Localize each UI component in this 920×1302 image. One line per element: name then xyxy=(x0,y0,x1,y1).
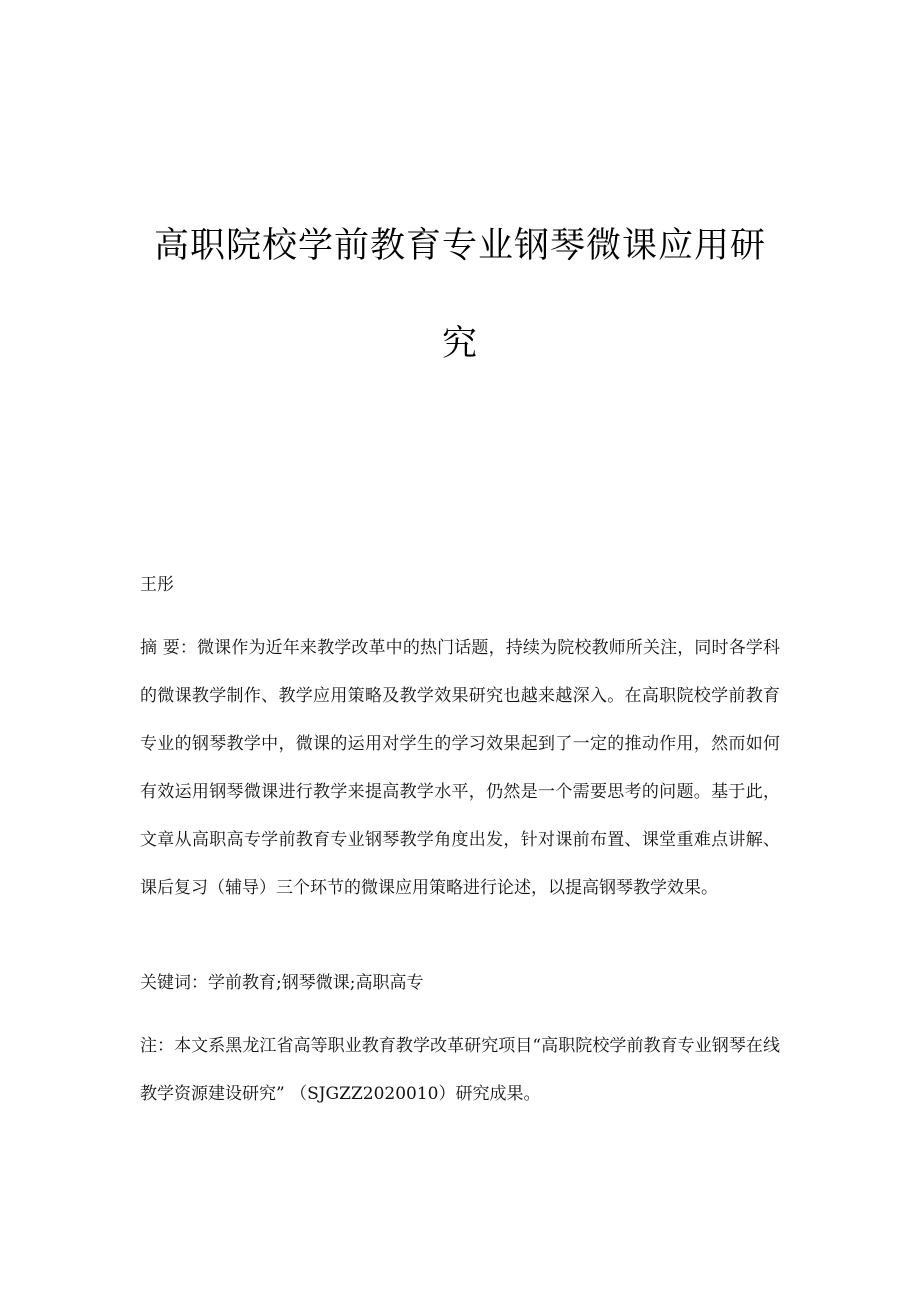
note-paragraph xyxy=(140,1022,780,1118)
keywords-text: 学前教育;钢琴微课;高职高专 xyxy=(208,973,424,993)
note-text: 本文系黑龙江省高等职业教育教学改革研究项目“高职院校学前教育专业钢琴在线教学资源建设研究” （SJGZZ2020010）研究成果。 xyxy=(140,1036,780,1104)
document-title-line2: 究 xyxy=(441,324,478,364)
abstract-paragraph xyxy=(140,624,780,912)
keywords-line xyxy=(140,968,780,993)
abstract-text: 微课作为近年来教学改革中的热门话题，持续为院校教师所关注，同时各学科的微课教学制作、教学应用策略及教学效果研究也越来越深入。在高职院校学前教育专业的钢琴教学中，微课的运用对学生的学习效果起到了一定的推动作用，然而如何有效运用钢琴微课进行教学来提高教学水平，仍然是一个需要思考的问题。基于此，文章从高职高专学前教育专业钢琴教学角度出发，针对课前布置、课堂重难点讲解、课后复习（辅导）三个环节的微课应用策略进行论述，以提高钢琴教学效果。 xyxy=(140,638,781,898)
note-label: 注： xyxy=(140,1036,175,1056)
keywords-label: 关键词： xyxy=(140,973,208,993)
author-name: 王彤 xyxy=(140,575,174,595)
abstract-label: 摘 要： xyxy=(140,638,198,658)
document-title-line1: 高职院校学前教育专业钢琴微课应用研 xyxy=(153,226,766,266)
